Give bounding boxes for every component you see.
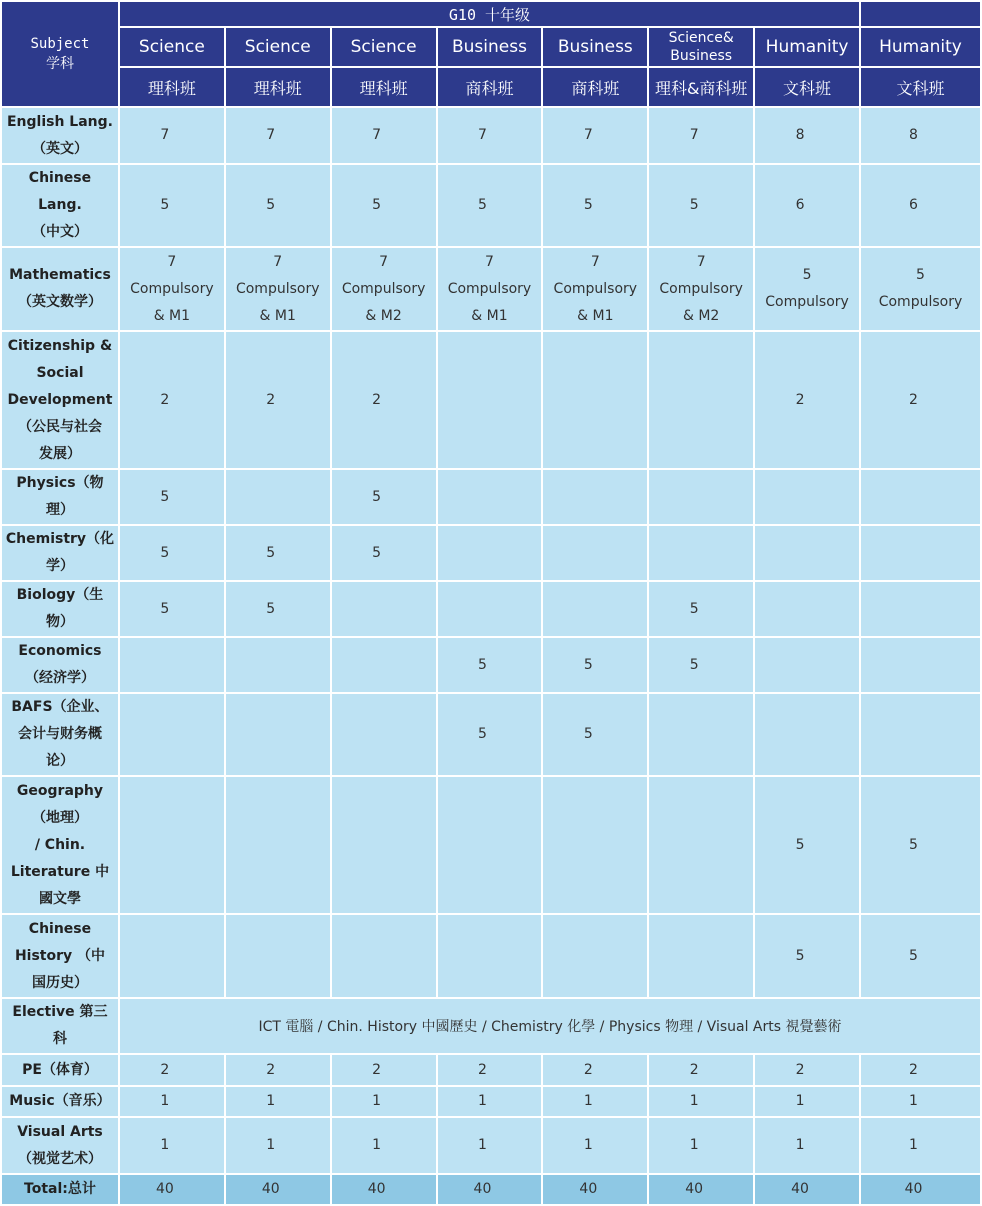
cell-value: 5 xyxy=(478,726,487,742)
value-cell xyxy=(120,108,224,163)
cell-value: 40 xyxy=(155,1181,174,1197)
track-header-en: Humanity xyxy=(861,28,980,66)
value-cell xyxy=(649,1055,753,1085)
cell-value: 7 xyxy=(160,127,170,143)
cell-value: 40 xyxy=(473,1181,492,1197)
cell-value: 5 xyxy=(266,544,276,561)
cell-value: 5 xyxy=(160,197,170,213)
cell-value: 2 xyxy=(372,391,382,408)
value-cell xyxy=(332,108,436,163)
value-cell xyxy=(755,638,859,692)
track-header-en: Science xyxy=(120,28,224,66)
subject-cell: Total:总计 xyxy=(2,1175,118,1204)
cell-value: 1 xyxy=(266,1093,276,1109)
cell-value: 40 xyxy=(685,1181,704,1197)
table-row xyxy=(2,777,980,913)
subject-cell: BAFS（企业、 会计与财务概 论） xyxy=(2,694,118,775)
value-cell xyxy=(226,915,330,997)
value-cell xyxy=(226,694,330,775)
track-header-cn: 文科班 xyxy=(861,68,980,106)
cell-value: 7 xyxy=(372,127,382,143)
cell-value: 5 xyxy=(372,197,382,213)
value-cell xyxy=(332,332,436,468)
value-cell xyxy=(649,332,753,468)
table-row xyxy=(2,582,980,636)
cell-value: 7 Compulsory & M1 xyxy=(130,253,214,324)
value-cell xyxy=(438,526,542,580)
cell-value: 7 Compulsory & M1 xyxy=(235,253,320,324)
value-cell xyxy=(649,526,753,580)
header-row-grade xyxy=(2,2,980,26)
value-cell xyxy=(438,1118,542,1173)
value-cell xyxy=(861,582,980,636)
track-header-cn: 理科&商科班 xyxy=(649,68,753,106)
value-cell xyxy=(438,915,542,997)
cell-value: 7 xyxy=(266,127,276,143)
elective-options: ICT 電腦 / Chin. History 中國歷史 / Chemistry 化學 / Physics 物理 / Visual Arts 視覺藝術 xyxy=(120,999,980,1053)
value-cell xyxy=(332,165,436,246)
cell-value: 1 xyxy=(372,1093,382,1109)
value-cell xyxy=(332,777,436,913)
value-cell xyxy=(120,332,224,468)
value-cell xyxy=(543,1055,647,1085)
value-cell xyxy=(120,777,224,913)
track-header-cn: 理科班 xyxy=(226,68,330,106)
value-cell xyxy=(226,1175,330,1204)
table-row-elective xyxy=(2,999,980,1053)
cell-value: 2 xyxy=(160,391,170,408)
value-cell xyxy=(755,165,859,246)
value-cell xyxy=(755,582,859,636)
value-cell xyxy=(332,638,436,692)
value-cell xyxy=(649,1118,753,1173)
value-cell xyxy=(543,108,647,163)
value-cell xyxy=(861,165,980,246)
cell-value: 2 xyxy=(909,1061,918,1078)
value-cell xyxy=(861,1175,980,1204)
value-cell xyxy=(755,1118,859,1173)
subject-cell: Elective 第三 科 xyxy=(2,999,118,1053)
value-cell xyxy=(543,1118,647,1173)
cell-value: 1 xyxy=(795,1137,805,1153)
value-cell xyxy=(332,582,436,636)
subject-cell: PE（体育） xyxy=(2,1055,118,1085)
cell-value: 2 xyxy=(909,391,918,408)
table-row xyxy=(2,1118,980,1173)
cell-value: 8 xyxy=(795,127,805,143)
track-header-en: Business xyxy=(543,28,647,66)
value-cell xyxy=(755,1175,859,1204)
subject-cell: Music（音乐） xyxy=(2,1087,118,1116)
value-cell xyxy=(226,165,330,246)
value-cell xyxy=(332,1055,436,1085)
value-cell xyxy=(861,915,980,997)
value-cell xyxy=(861,248,980,330)
value-cell xyxy=(226,248,330,330)
value-cell xyxy=(120,694,224,775)
cell-value: 40 xyxy=(261,1181,280,1197)
value-cell xyxy=(120,582,224,636)
value-cell xyxy=(649,470,753,524)
subject-cell: Chemistry（化 学） xyxy=(2,526,118,580)
subject-cell: Visual Arts （视觉艺术） xyxy=(2,1118,118,1173)
cell-value: 5 xyxy=(160,488,170,505)
value-cell xyxy=(226,332,330,468)
cell-value: 5 xyxy=(583,197,593,213)
value-cell xyxy=(120,526,224,580)
table-row xyxy=(2,915,980,997)
subject-label-en: Subject xyxy=(30,36,90,52)
cell-value: 5 xyxy=(478,197,487,213)
cell-value: 5 xyxy=(266,600,276,617)
value-cell xyxy=(226,470,330,524)
value-cell xyxy=(543,332,647,468)
track-header-en: Science xyxy=(226,28,330,66)
cell-value: 1 xyxy=(909,1137,918,1153)
value-cell xyxy=(120,1175,224,1204)
value-cell xyxy=(755,108,859,163)
cell-value: 1 xyxy=(160,1093,170,1109)
value-cell xyxy=(226,108,330,163)
cell-value: 5 xyxy=(795,836,805,853)
value-cell xyxy=(438,1087,542,1116)
subject-cell: Biology（生 物） xyxy=(2,582,118,636)
value-cell xyxy=(543,470,647,524)
cell-value: 8 xyxy=(909,127,918,143)
value-cell xyxy=(861,470,980,524)
subject-cell: Chinese Lang. （中文） xyxy=(2,165,118,246)
value-cell xyxy=(755,470,859,524)
value-cell xyxy=(332,526,436,580)
value-cell xyxy=(438,1175,542,1204)
value-cell xyxy=(226,582,330,636)
value-cell xyxy=(120,1055,224,1085)
cell-value: 6 xyxy=(909,197,918,213)
cell-value: 2 xyxy=(689,1061,699,1078)
value-cell xyxy=(226,638,330,692)
cell-value: 1 xyxy=(583,1137,593,1153)
table-row xyxy=(2,694,980,775)
value-cell xyxy=(755,1055,859,1085)
value-cell xyxy=(438,582,542,636)
header-row-track-en xyxy=(2,28,980,66)
value-cell xyxy=(755,777,859,913)
table-row xyxy=(2,108,980,163)
value-cell xyxy=(332,1118,436,1173)
track-header-en: Business xyxy=(438,28,542,66)
value-cell xyxy=(543,526,647,580)
cell-value: 5 xyxy=(583,726,593,742)
value-cell xyxy=(120,165,224,246)
cell-value: 5 xyxy=(160,544,170,561)
value-cell xyxy=(120,638,224,692)
value-cell xyxy=(332,694,436,775)
track-header-cn: 理科班 xyxy=(120,68,224,106)
value-cell xyxy=(755,915,859,997)
value-cell xyxy=(120,1118,224,1173)
value-cell xyxy=(226,777,330,913)
cell-value: 7 xyxy=(689,127,699,143)
value-cell xyxy=(226,1055,330,1085)
value-cell xyxy=(543,638,647,692)
table-row xyxy=(2,638,980,692)
cell-value: 5 xyxy=(689,600,699,617)
cell-value: 1 xyxy=(689,1093,699,1109)
track-header-en: Humanity xyxy=(755,28,859,66)
value-cell xyxy=(649,638,753,692)
value-cell xyxy=(861,694,980,775)
value-cell xyxy=(649,777,753,913)
subject-cell: Chinese History （中 国历史） xyxy=(2,915,118,997)
cell-value: 40 xyxy=(579,1181,598,1197)
table-row xyxy=(2,1055,980,1085)
value-cell xyxy=(861,638,980,692)
cell-value: 1 xyxy=(909,1093,918,1109)
cell-value: 1 xyxy=(478,1137,487,1153)
value-cell xyxy=(649,165,753,246)
cell-value: 7 Compulsory & M1 xyxy=(447,253,532,324)
value-cell xyxy=(332,915,436,997)
value-cell xyxy=(226,1118,330,1173)
value-cell xyxy=(543,582,647,636)
cell-value: 2 xyxy=(160,1061,170,1078)
cell-value: 5 xyxy=(909,947,918,964)
header-row-track-cn xyxy=(2,68,980,106)
track-header-cn: 理科班 xyxy=(332,68,436,106)
value-cell xyxy=(861,1087,980,1116)
cell-value: 6 xyxy=(795,197,805,213)
subject-cell: Physics（物 理） xyxy=(2,470,118,524)
subject-cell: Mathematics （英文数学） xyxy=(2,248,118,330)
subject-header-cell xyxy=(2,2,118,106)
cell-value: 1 xyxy=(266,1137,276,1153)
table-row xyxy=(2,165,980,246)
cell-value: 2 xyxy=(795,1061,805,1078)
value-cell xyxy=(543,1087,647,1116)
value-cell xyxy=(755,694,859,775)
cell-value: 5 xyxy=(689,656,699,673)
value-cell xyxy=(332,1087,436,1116)
value-cell xyxy=(543,165,647,246)
cell-value: 7 xyxy=(583,127,593,143)
value-cell xyxy=(543,915,647,997)
cell-value: 5 Compulsory xyxy=(765,267,849,310)
value-cell xyxy=(649,1087,753,1116)
subject-cell: English Lang. （英文） xyxy=(2,108,118,163)
cell-value: 1 xyxy=(160,1137,170,1153)
subject-cell: Geography （地理） / Chin. Literature 中 國文學 xyxy=(2,777,118,913)
cell-value: 5 xyxy=(478,656,487,673)
cell-value: 1 xyxy=(478,1093,487,1109)
cell-value: 5 Compulsory xyxy=(878,267,963,310)
cell-value: 40 xyxy=(904,1181,923,1197)
cell-value: 2 xyxy=(266,1061,276,1078)
value-cell xyxy=(861,526,980,580)
subject-label-cn: 学科 xyxy=(45,56,74,72)
cell-value: 2 xyxy=(478,1061,487,1078)
value-cell xyxy=(438,248,542,330)
value-cell xyxy=(438,165,542,246)
track-header-cn: 文科班 xyxy=(755,68,859,106)
cell-value: 5 xyxy=(583,656,593,673)
value-cell xyxy=(649,582,753,636)
table-row xyxy=(2,1087,980,1116)
cell-value: 1 xyxy=(583,1093,593,1109)
grade-title: G10 十年级 xyxy=(120,2,859,26)
value-cell xyxy=(861,1118,980,1173)
value-cell xyxy=(120,470,224,524)
value-cell xyxy=(861,1055,980,1085)
value-cell xyxy=(649,248,753,330)
value-cell xyxy=(543,248,647,330)
track-header-en: Science& Business xyxy=(649,28,753,66)
value-cell xyxy=(226,526,330,580)
value-cell xyxy=(438,470,542,524)
value-cell xyxy=(543,694,647,775)
value-cell xyxy=(120,1087,224,1116)
subject-cell: Economics （经济学） xyxy=(2,638,118,692)
value-cell xyxy=(438,638,542,692)
value-cell xyxy=(438,777,542,913)
value-cell xyxy=(543,1175,647,1204)
value-cell xyxy=(755,1087,859,1116)
cell-value: 7 Compulsory & M2 xyxy=(659,253,743,324)
value-cell xyxy=(861,108,980,163)
grade-title-blank xyxy=(861,2,980,26)
cell-value: 2 xyxy=(583,1061,593,1078)
cell-value: 1 xyxy=(689,1137,699,1153)
cell-value: 7 Compulsory & M1 xyxy=(553,253,638,324)
value-cell xyxy=(649,108,753,163)
cell-value: 40 xyxy=(791,1181,809,1197)
value-cell xyxy=(332,470,436,524)
cell-value: 5 xyxy=(266,197,276,213)
value-cell xyxy=(649,1175,753,1204)
value-cell xyxy=(755,526,859,580)
table-row xyxy=(2,526,980,580)
value-cell xyxy=(438,108,542,163)
table-row xyxy=(2,248,980,330)
cell-value: 5 xyxy=(372,488,382,505)
cell-value: 7 xyxy=(478,127,487,143)
cell-value: 2 xyxy=(795,391,805,408)
value-cell xyxy=(649,915,753,997)
value-cell xyxy=(755,332,859,468)
value-cell xyxy=(543,777,647,913)
cell-value: 5 xyxy=(795,947,805,964)
cell-value: 5 xyxy=(909,836,918,853)
value-cell xyxy=(649,694,753,775)
track-header-en: Science xyxy=(332,28,436,66)
cell-value: 40 xyxy=(367,1181,386,1197)
value-cell xyxy=(332,1175,436,1204)
value-cell xyxy=(438,332,542,468)
value-cell xyxy=(861,777,980,913)
value-cell xyxy=(120,248,224,330)
value-cell xyxy=(861,332,980,468)
value-cell xyxy=(438,1055,542,1085)
value-cell xyxy=(226,1087,330,1116)
value-cell xyxy=(438,694,542,775)
subject-cell: Citizenship & Social Development （公民与社会 发展） xyxy=(2,332,118,468)
cell-value: 5 xyxy=(160,600,170,617)
cell-value: 2 xyxy=(372,1061,382,1078)
cell-value: 5 xyxy=(689,197,699,213)
table-row xyxy=(2,470,980,524)
table-row xyxy=(2,332,980,468)
value-cell xyxy=(332,248,436,330)
cell-value: 1 xyxy=(795,1093,805,1109)
cell-value: 5 xyxy=(372,544,382,561)
cell-value: 1 xyxy=(372,1137,382,1153)
value-cell xyxy=(120,915,224,997)
table-row xyxy=(2,1175,980,1204)
cell-value: 2 xyxy=(266,391,276,408)
cell-value: 7 Compulsory & M2 xyxy=(341,253,426,324)
value-cell xyxy=(755,248,859,330)
track-header-cn: 商科班 xyxy=(543,68,647,106)
track-header-cn: 商科班 xyxy=(438,68,542,106)
